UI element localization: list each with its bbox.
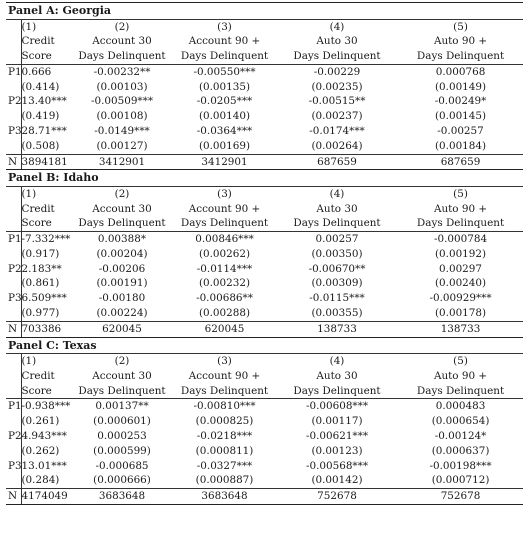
row-label-blank [6, 109, 21, 124]
observations-label: N [6, 489, 21, 505]
coefficient-cell: -0.00180 [98, 292, 146, 305]
row-label-blank [6, 369, 21, 384]
row-label-blank [6, 34, 21, 49]
column-header-line1: Account 30 [92, 202, 152, 215]
standard-error-cell: (0.261) [21, 415, 60, 428]
column-header-line1: Auto 30 [316, 35, 358, 48]
coefficient-row [6, 64, 523, 79]
column-header-num: (5) [453, 355, 468, 368]
coefficient-cell: 28.71*** [21, 124, 67, 137]
coefficient-row [6, 232, 523, 247]
coefficient-cell: -0.00686** [196, 292, 253, 305]
standard-error-cell: (0.00350) [311, 247, 363, 260]
coefficient-cell: 13.40*** [21, 95, 67, 108]
observations-label: N [6, 321, 21, 337]
coefficient-cell: 0.000253 [97, 429, 147, 442]
column-header-line2: Days Delinquent [71, 216, 173, 231]
column-header-line1: Credit [21, 202, 55, 215]
coefficient-row [6, 429, 523, 444]
coefficient-cell: -0.00929*** [429, 292, 492, 305]
panel-title-row [6, 337, 523, 354]
coefficient-cell: 13.01*** [21, 459, 67, 472]
column-header-num: (4) [329, 187, 345, 200]
coefficient-cell: -0.00670** [308, 262, 366, 275]
standard-error-cell: (0.000887) [173, 473, 276, 488]
standard-error-cell: (0.00135) [198, 80, 251, 93]
standard-error-cell: (0.262) [21, 444, 60, 457]
standard-error-cell: (0.00309) [311, 277, 363, 290]
column-header-line1: Account 30 [92, 35, 152, 48]
coefficient-row [6, 94, 523, 109]
column-header-row [6, 369, 523, 384]
coefficient-cell: -0.0218*** [196, 429, 253, 442]
panel-title: Panel A: Georgia [6, 3, 523, 20]
coefficient-cell: -0.0364*** [196, 124, 253, 137]
standard-error-cell: (0.00237) [311, 110, 363, 123]
column-header-row [6, 49, 523, 64]
column-header-row [6, 384, 523, 399]
standard-error-cell: (0.00192) [434, 247, 487, 260]
observations-cell: 3412901 [173, 154, 276, 170]
standard-error-cell: (0.00149) [434, 80, 487, 93]
standard-error-row [6, 276, 523, 291]
standard-error-cell: (0.000601) [93, 415, 151, 428]
coefficient-row [6, 459, 523, 474]
column-header-line2: Days Delinquent [398, 49, 523, 64]
row-label-blank [6, 414, 21, 429]
observations-row [6, 154, 523, 170]
standard-error-cell: (0.00178) [398, 306, 523, 321]
column-header-num: (3) [217, 20, 232, 33]
row-label-blank [6, 139, 21, 154]
coefficient-row [6, 291, 523, 306]
column-header-line2: Score [21, 216, 71, 231]
row-label-blank [6, 216, 21, 231]
coefficient-cell: -0.00198*** [429, 459, 492, 472]
standard-error-cell: (0.861) [21, 277, 60, 290]
standard-error-cell: (0.000811) [195, 444, 254, 457]
column-header-line1: Auto 90 + [433, 202, 488, 215]
column-header-num: (3) [217, 355, 232, 368]
column-header-line1: Credit [21, 369, 55, 382]
row-label-blank [6, 473, 21, 488]
row-label: P1 [8, 400, 22, 413]
standard-error-row [6, 109, 523, 124]
coefficient-cell: -0.00229 [313, 65, 361, 78]
standard-error-cell: (0.00264) [276, 139, 398, 154]
panel-title-row [6, 170, 523, 187]
observations-cell: 3683648 [173, 489, 276, 505]
coefficient-cell: -7.332*** [21, 233, 71, 246]
row-label-blank [6, 247, 21, 262]
standard-error-cell: (0.00204) [96, 247, 148, 260]
coefficient-row [6, 124, 523, 139]
coefficient-cell: -0.00232** [93, 65, 151, 78]
standard-error-row [6, 414, 523, 429]
coefficient-cell: -0.00550*** [193, 65, 256, 78]
column-header-num: (2) [114, 20, 130, 33]
standard-error-cell: (0.917) [21, 247, 60, 260]
standard-error-cell: (0.00123) [311, 444, 363, 457]
panel-title-row [6, 3, 523, 20]
standard-error-cell: (0.00108) [96, 110, 148, 123]
standard-error-cell: (0.00145) [434, 110, 487, 123]
row-label: P2 [8, 262, 22, 275]
standard-error-cell: (0.000637) [431, 444, 490, 457]
column-header-line1: Auto 90 + [433, 369, 488, 382]
coefficient-cell: -0.938*** [21, 400, 71, 413]
column-header-row [6, 202, 523, 217]
column-header-num: (5) [453, 187, 468, 200]
results-table [6, 2, 523, 505]
standard-error-cell: (0.00103) [96, 80, 148, 93]
standard-error-cell: (0.000825) [195, 415, 254, 428]
column-header-num: (4) [329, 20, 345, 33]
row-label: P3 [8, 124, 22, 137]
observations-cell: 687659 [398, 154, 523, 170]
standard-error-cell: (0.414) [21, 80, 60, 93]
column-header-row [6, 354, 523, 369]
column-header-line2: Score [21, 384, 71, 399]
observations-cell: 138733 [398, 321, 523, 337]
row-label: P2 [8, 429, 22, 442]
coefficient-cell: 0.666 [21, 65, 52, 78]
coefficient-cell: 0.00137** [95, 400, 149, 413]
standard-error-cell: (0.00224) [71, 306, 173, 321]
column-header-num: (4) [329, 355, 345, 368]
column-header-num: (3) [217, 187, 232, 200]
coefficient-cell: -0.00206 [98, 262, 146, 275]
column-header-line2: Days Delinquent [71, 49, 173, 64]
column-header-num: (5) [453, 20, 468, 33]
coefficient-cell: 0.000768 [435, 65, 486, 78]
panel-title: Panel B: Idaho [6, 170, 523, 187]
row-label-blank [6, 49, 21, 64]
observations-cell: 620045 [71, 321, 173, 337]
column-header-line1: Auto 90 + [433, 35, 488, 48]
observations-cell: 703386 [21, 321, 71, 337]
row-label: P1 [8, 233, 22, 246]
column-header-line2: Days Delinquent [276, 49, 398, 64]
row-label: P1 [8, 65, 22, 78]
standard-error-cell: (0.00355) [276, 306, 398, 321]
column-header-line1: Credit [21, 35, 55, 48]
column-header-line1: Account 90 + [188, 369, 261, 382]
column-header-num: (1) [21, 355, 37, 368]
row-label-blank [6, 80, 21, 95]
column-header-row [6, 216, 523, 231]
standard-error-cell: (0.00232) [198, 277, 251, 290]
coefficient-cell: -0.00515** [308, 95, 366, 108]
standard-error-cell: (0.00117) [311, 415, 363, 428]
column-header-line1: Account 90 + [188, 35, 261, 48]
observations-cell: 3683648 [71, 489, 173, 505]
row-label-blank [6, 19, 21, 34]
column-header-line2: Days Delinquent [173, 49, 276, 64]
coefficient-cell: -0.0205*** [196, 95, 253, 108]
column-header-line2: Days Delinquent [398, 384, 523, 399]
row-label: P2 [8, 95, 22, 108]
standard-error-cell: (0.00169) [173, 139, 276, 154]
panel-title: Panel C: Texas [6, 337, 523, 354]
coefficient-cell: -0.0115*** [309, 292, 365, 305]
coefficient-cell: -0.000784 [433, 233, 488, 246]
observations-cell: 752678 [276, 489, 398, 505]
observations-cell: 752678 [398, 489, 523, 505]
row-label-blank [6, 186, 21, 201]
standard-error-cell: (0.00191) [96, 277, 148, 290]
coefficient-cell: 4.943*** [21, 429, 67, 442]
regression-table-page [6, 2, 523, 551]
coefficient-cell: 0.00846*** [195, 233, 254, 246]
row-label: P3 [8, 459, 22, 472]
standard-error-cell: (0.000666) [71, 473, 173, 488]
standard-error-row [6, 139, 523, 154]
observations-cell: 620045 [173, 321, 276, 337]
standard-error-cell: (0.00235) [311, 80, 363, 93]
row-label: P3 [8, 292, 22, 305]
coefficient-cell: -0.000685 [95, 459, 149, 472]
column-header-line2: Days Delinquent [398, 216, 523, 231]
standard-error-cell: (0.000654) [431, 415, 490, 428]
observations-cell: 3894181 [21, 154, 71, 170]
standard-error-cell: (0.284) [21, 473, 71, 488]
coefficient-cell: 6.509*** [21, 292, 67, 305]
standard-error-cell: (0.419) [21, 110, 60, 123]
column-header-num: (2) [114, 355, 130, 368]
column-header-row [6, 186, 523, 201]
column-header-line2: Days Delinquent [276, 216, 398, 231]
column-header-line2: Days Delinquent [173, 384, 276, 399]
column-header-line2: Score [21, 49, 71, 64]
standard-error-cell: (0.00288) [173, 306, 276, 321]
standard-error-row [6, 306, 523, 321]
column-header-line1: Auto 30 [316, 202, 358, 215]
column-header-num: (1) [21, 187, 37, 200]
coefficient-cell: -0.00568*** [305, 459, 369, 472]
standard-error-row [6, 247, 523, 262]
standard-error-row [6, 473, 523, 488]
observations-label: N [6, 154, 21, 170]
row-label-blank [6, 306, 21, 321]
standard-error-cell: (0.000599) [93, 444, 151, 457]
coefficient-cell: 0.00388* [97, 233, 147, 246]
row-label-blank [6, 202, 21, 217]
coefficient-cell: 2.183** [21, 262, 62, 275]
column-header-line1: Account 30 [92, 369, 152, 382]
row-label-blank [6, 384, 21, 399]
coefficient-cell: -0.0114*** [196, 262, 253, 275]
column-header-line1: Account 90 + [188, 202, 261, 215]
column-header-line2: Days Delinquent [71, 384, 173, 399]
standard-error-cell: (0.977) [21, 306, 71, 321]
standard-error-cell: (0.00127) [71, 139, 173, 154]
coefficient-cell: -0.00124* [434, 429, 487, 442]
row-label-blank [6, 444, 21, 459]
observations-cell: 687659 [276, 154, 398, 170]
coefficient-cell: -0.00257 [437, 124, 484, 137]
standard-error-cell: (0.00140) [198, 110, 251, 123]
observations-cell: 3412901 [71, 154, 173, 170]
standard-error-cell: (0.00142) [276, 473, 398, 488]
observations-cell: 4174049 [21, 489, 71, 505]
coefficient-cell: -0.0174*** [309, 124, 365, 137]
column-header-line1: Auto 30 [316, 369, 358, 382]
coefficient-row [6, 399, 523, 414]
coefficient-cell: -0.00621*** [305, 429, 369, 442]
coefficient-cell: -0.00608*** [305, 400, 369, 413]
coefficient-row [6, 262, 523, 277]
standard-error-row [6, 444, 523, 459]
observations-row [6, 321, 523, 337]
standard-error-cell: (0.000712) [398, 473, 523, 488]
standard-error-cell: (0.508) [21, 139, 71, 154]
observations-cell: 138733 [276, 321, 398, 337]
column-header-line2: Days Delinquent [173, 216, 276, 231]
observations-row [6, 489, 523, 505]
column-header-line2: Days Delinquent [276, 384, 398, 399]
standard-error-cell: (0.00240) [434, 277, 487, 290]
column-header-row [6, 19, 523, 34]
coefficient-cell: -0.00509*** [90, 95, 154, 108]
column-header-num: (2) [114, 187, 130, 200]
coefficient-cell: 0.00257 [315, 233, 359, 246]
coefficient-cell: 0.000483 [435, 400, 486, 413]
coefficient-cell: 0.00297 [439, 262, 483, 275]
row-label-blank [6, 276, 21, 291]
standard-error-cell: (0.00184) [398, 139, 523, 154]
row-label-blank [6, 354, 21, 369]
coefficient-cell: -0.00249* [434, 95, 487, 108]
column-header-num: (1) [21, 20, 37, 33]
coefficient-cell: -0.0327*** [196, 459, 253, 472]
coefficient-cell: -0.00810*** [193, 400, 256, 413]
coefficient-cell: -0.0149*** [94, 124, 150, 137]
results-table-body [6, 3, 523, 505]
standard-error-row [6, 80, 523, 95]
column-header-row [6, 34, 523, 49]
standard-error-cell: (0.00262) [198, 247, 251, 260]
